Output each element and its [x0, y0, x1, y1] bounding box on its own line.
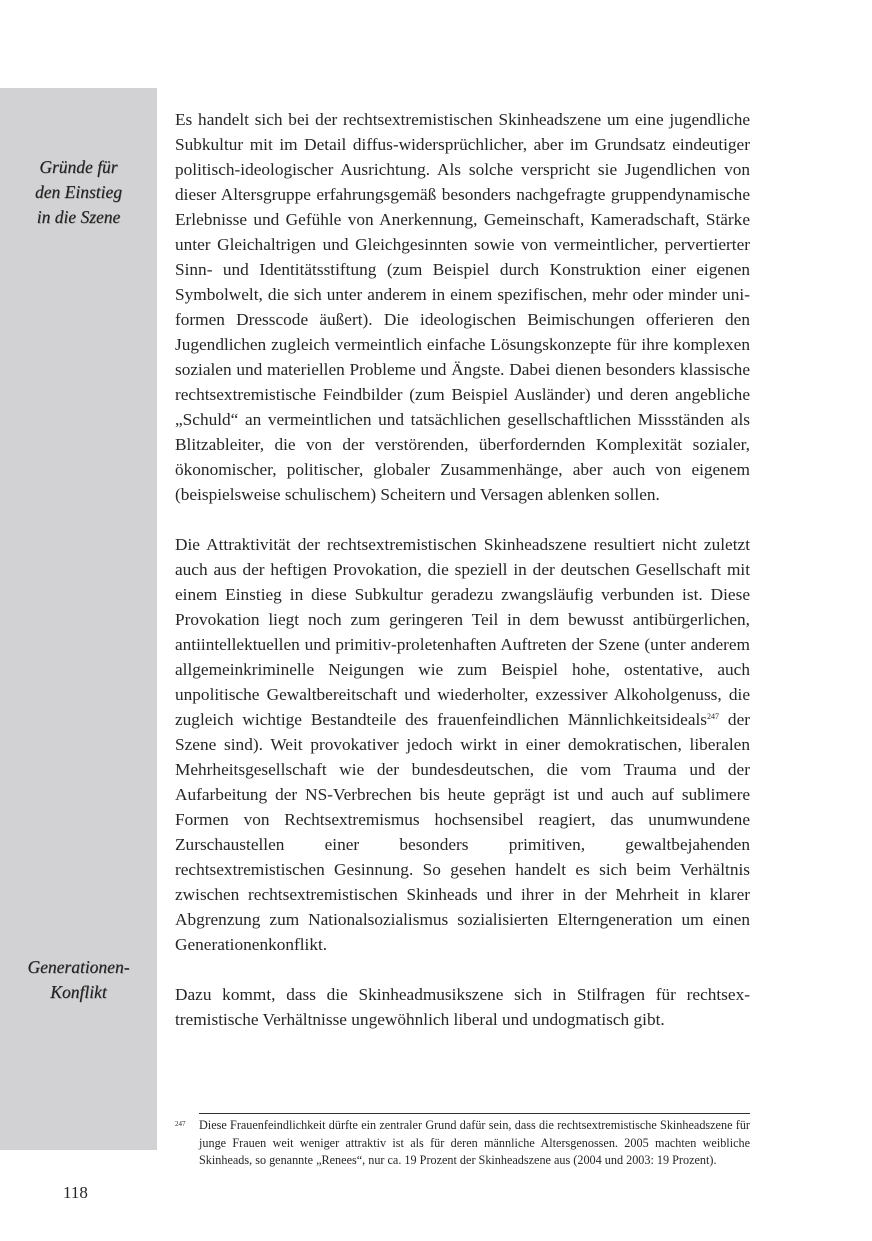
margin-note-gruende: [0, 155, 157, 230]
footnote-divider: [199, 1113, 750, 1114]
margin-note-line: in die Szene: [36, 207, 121, 227]
main-text: [175, 107, 750, 1032]
footnote: [175, 1117, 750, 1170]
page-number: 118: [63, 1183, 88, 1202]
margin-note-line: den Einstieg: [35, 182, 122, 202]
footnote-number: 247: [175, 1120, 186, 1128]
paragraph-2-part-a: Die Attraktivität der rechtsextremistischen Skinheadszene resultiert nicht zuletzt auch aus der heftigen Provokation, die speziell in der deutschen Gesellschaft mit einem Einstieg in diese Subkultur geradezu zwangsläufig verbunden ist. Diese Provokation liegt noch zum geringeren Teil in dem bewusst antibürgerlichen, antiintellektuellen und primitiv-proletenhaften Auftreten der Szene (unter anderem allgemeinkriminelle Neigungen wie zum Beispiel hohe, ostentative, auch unpolitische Gewaltbereitschaft und wiederholter, exzessiver Alkoholgenuss, die zugleich wichtige Bestandteile des frauenfeindlichen Männlichkeitsideals: [175, 535, 750, 729]
paragraph-3: Dazu kommt, dass die Skinheadmusikszene sich in Stilfragen für rechtsextremistische Verhältnisse ungewöhnlich liberal und undogmatisch gibt.: [175, 985, 750, 1029]
paragraph-2: [175, 532, 750, 957]
paragraph-1: Es handelt sich bei der rechtsextremistischen Skinheadszene um eine jugendliche Subkultur mit im Detail diffus-widersprüchlicher, aber im Grundsatz eindeutiger politisch-ideologischer Ausrichtung. Als solche verspricht sie Jugendlichen von dieser Altersgruppe erfahrungsgemäß besonders nachgefragte gruppendynamische Erlebnisse und Gefühle von Anerkennung, Gemeinschaft, Kameradschaft, Stärke unter Gleichaltrigen und Gleichgesinnten sowie von vermeintlicher, pervertierter Sinn- und Identitätsstiftung (zum Beispiel durch Konstruktion einer eigenen Symbolwelt, die sich unter anderem in einem spezifischen, mehr oder minder uniformen Dresscode äußert). Die ideologischen Beimischungen offerieren den Jugendlichen zugleich vermeintlich einfache Lösungskonzepte für ihre komplexen sozialen und materiellen Probleme und Ängste. Dabei dienen besonders klassische rechtsextremistische Feindbilder (zum Beispiel Ausländer) und deren angebliche „Schuld“ an vermeintlichen und tatsächlichen gesellschaftlichen Missständen als Blitzableiter, die von der verstörenden, überfordernden Komplexität sozialer, ökonomischer, politischer, globaler Zusammenhänge, aber auch von eigenem (beispielsweise schulischem) Scheitern und Versagen ablenken sollen.: [175, 110, 750, 504]
margin-note-line: Gründe für: [39, 157, 118, 177]
paragraph-2-part-b: der Szene sind). Weit provokativer jedoch wirkt in einer demokratischen, liberalen Mehrheitsgesellschaft wie der bundesdeutschen, die vom Trauma und der Aufarbeitung der NS-Verbrechen bis heute geprägt ist und auch auf sublimere Formen von Rechtsextremismus hochsensibel reagiert, das unumwundene Zurschaustellen einer besonders primitiven, gewaltbejahenden rechtsextremistischen Gesinnung. So gesehen handelt es sich beim Verhältnis zwischen rechtsextremistischen Skinheads und ihrer in der Mehrheit in klarer Abgrenzung zum Nationalsozialismus sozialisierten Elterngeneration um einen Generationenkonflikt.: [175, 710, 750, 954]
footnote-reference: 247: [707, 712, 720, 721]
footnote-text: Diese Frauenfeindlichkeit dürfte ein zentraler Grund dafür sein, dass die rechtsextremistische Skinheadszene für junge Frauen weit weniger attraktiv ist als für deren männliche Altersgenossen. 2005 machten weibliche Skinheads, so genannte „Renees“, nur ca. 19 Prozent der Skinheadszene aus (2004 und 2003: 19 Prozent).: [199, 1118, 750, 1168]
margin-note-generationen: [0, 955, 157, 1005]
margin-note-line: Konflikt: [50, 982, 107, 1002]
margin-note-line: Generationen-: [27, 957, 130, 977]
